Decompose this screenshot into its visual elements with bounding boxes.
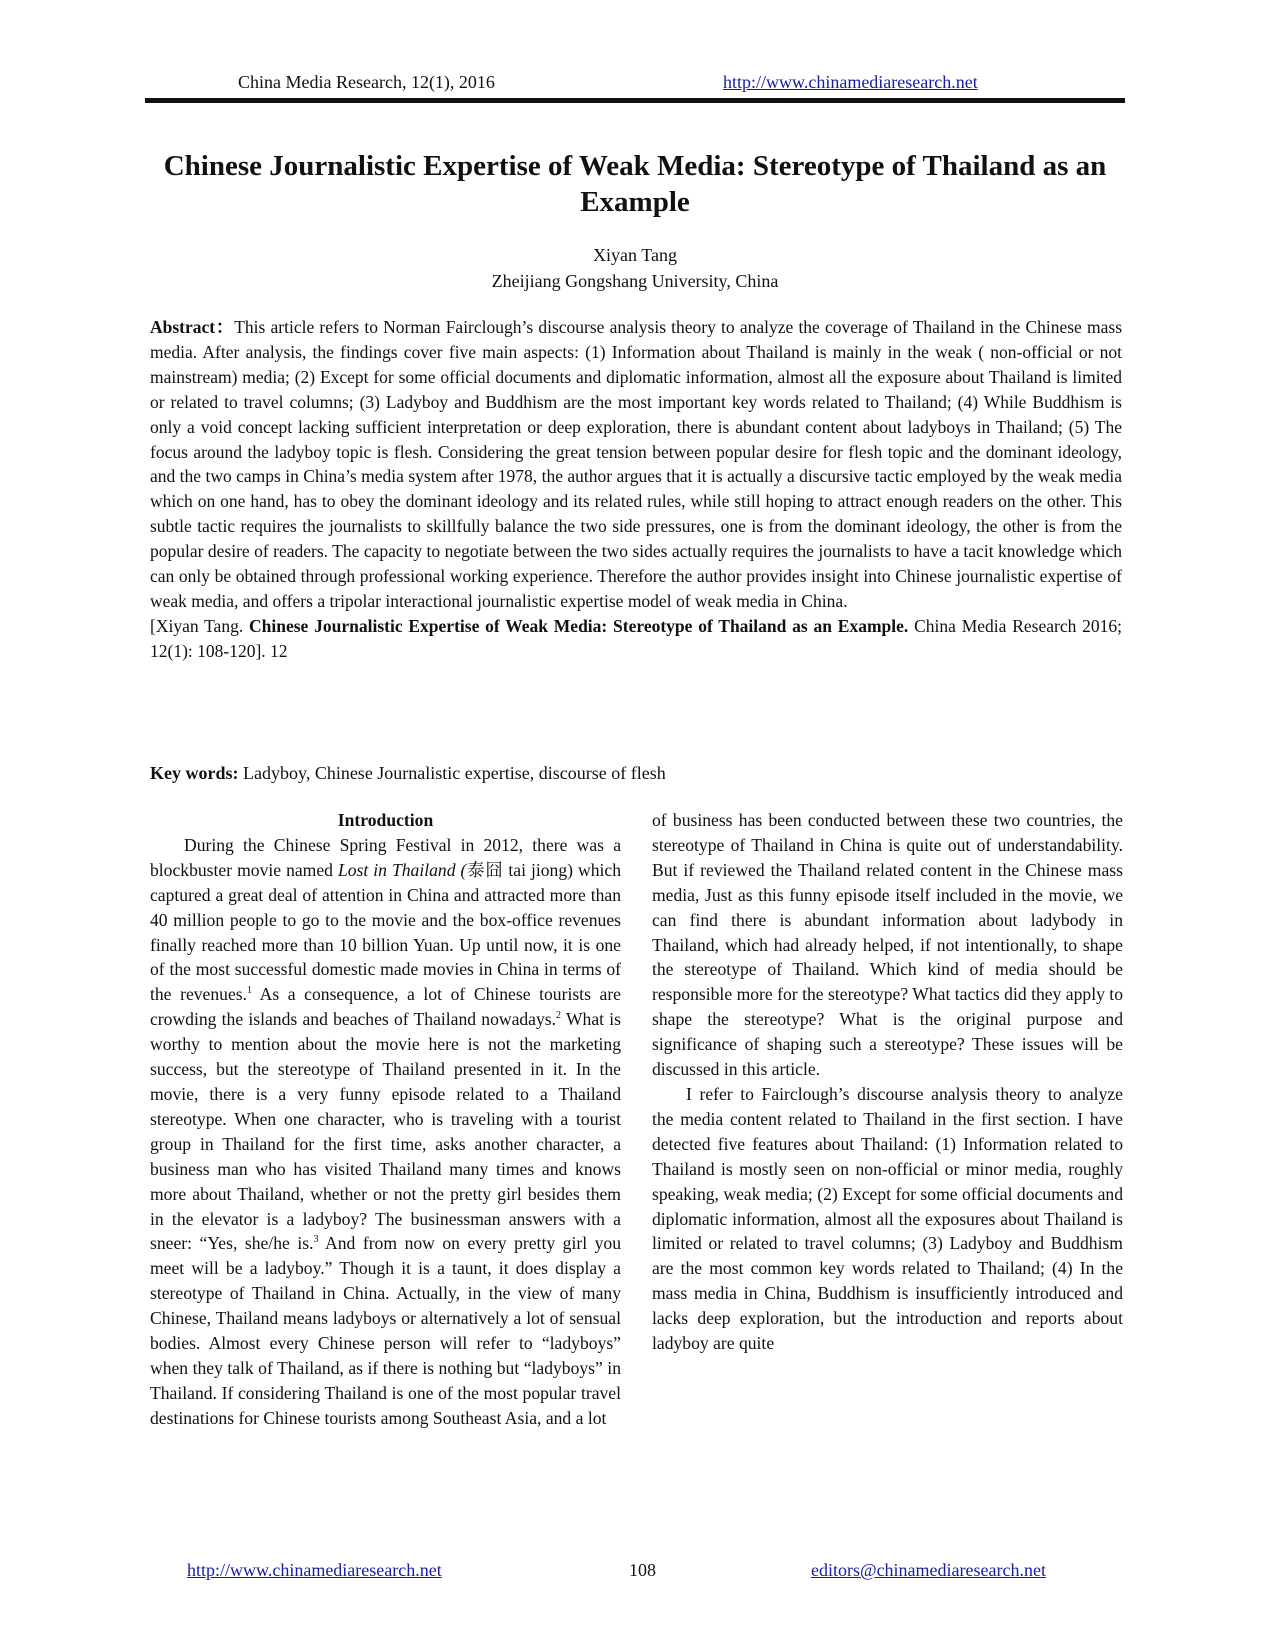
abstract: [150, 315, 1122, 664]
footnote-ref-3[interactable]: 3: [313, 1234, 319, 1246]
footnote-ref-2[interactable]: 2: [556, 1010, 562, 1022]
footer-url-link[interactable]: http://www.chinamediaresearch.net: [187, 1560, 442, 1580]
p1-c: As a consequence, a lot of Chinese tourists are crowding the islands and beaches of Thailand nowadays.: [150, 984, 621, 1030]
movie-title: Lost in Thailand (: [337, 859, 467, 880]
body-paragraph-1: [150, 833, 621, 1431]
section-heading-introduction: Introduction: [337, 810, 434, 830]
citation-rest: China Media Research 2016; 12(1): 108-120]. 12: [150, 615, 1122, 661]
keywords: [150, 761, 1122, 785]
citation-open: [Xiyan Tang.: [150, 615, 249, 636]
citation-title: Chinese Journalistic Expertise of Weak Media: Stereotype of Thailand as an Example.: [249, 615, 909, 636]
author-name: Xiyan Tang: [593, 245, 677, 265]
p1-a: During the Chinese Spring Festival in 2012, there was a blockbuster movie named: [150, 834, 621, 880]
p1-b: 泰囧 tai jiong) which captured a great deal of attention in China and attracted more than 40 million people to go to the movie and the box-office revenues finally reached more than 10 billion Yuan. Up until now, it is one of the most successful domestic made movies in China in terms of the revenues.: [150, 859, 621, 1005]
page-number: 108: [629, 1560, 656, 1580]
footnote-ref-1[interactable]: 1: [247, 985, 253, 997]
abstract-label: Abstract：: [150, 317, 235, 337]
body-paragraph-1-continued: of business has been conducted between these two countries, the stereotype of Thailand in China is quite out of understandability. But if reviewed the Thailand related content in the Chinese mass media, Just as this funny episode itself included in the movie, we can find there is abundant information about ladybody in Thailand, which had already helped, if not intentionally, to shape the stereotype of Thailand. Which kind of media should be responsible more for the stereotype? What tactics did they apply to shape the stereotype? What is the original purpose and significance of shaping such a stereotype? These issues will be discussed in this article.: [652, 810, 1123, 1080]
body-column-left: [150, 808, 621, 1431]
p1-d: What is worthy to mention about the movie here is not the marketing success, but the stereotype of Thailand presented in it. In the movie, there is a very funny episode related to a Thailand stereotype. When one character, who is traveling with a tourist group in Thailand for the first time, asks another character, a business man who has visited Thailand many times and knows more about Thailand, whether or not the pretty girl besides them in the elevator is a ladyboy? The businessman answers with a sneer: “Yes, she/he is.: [150, 1009, 621, 1254]
header-rule: [145, 98, 1125, 103]
body-paragraph-2: I refer to Fairclough’s discourse analysis theory to analyze the media content related to Thailand in the first section. I have detected five features about Thailand: (1) Information related to Thailand is mostly seen on non-official or minor media, roughly speaking, weak media; (2) Except for some official documents and diplomatic information, almost all the exposures about Thailand is limited or related to travel columns; (3) Ladyboy and Buddhism are the most common key words related to Thailand; (4) In the mass media in China, Buddhism is insufficiently introduced and lacks deep exploration, but the introduction and reports about ladyboy are quite: [652, 1083, 1123, 1354]
keywords-label: Key words:: [150, 763, 239, 783]
body-column-right: [652, 808, 1123, 1356]
page-footer: [145, 1560, 1125, 1586]
author-block: [145, 242, 1125, 294]
keywords-text: Ladyboy, Chinese Journalistic expertise, discourse of flesh: [238, 763, 666, 783]
header-url-link[interactable]: http://www.chinamediaresearch.net: [723, 72, 978, 92]
footer-email-link[interactable]: editors@chinamediaresearch.net: [811, 1560, 1046, 1580]
p1-e: And from now on every pretty girl you meet will be a ladyboy.” Though it is a taunt, it does display a stereotype of Thailand in China. Actually, in the view of many Chinese, Thailand means ladyboys or alternatively a lot of sensual bodies. Almost every Chinese person will refer to “ladyboys” when they talk of Thailand, as if there is nothing but “ladyboys” in Thailand. If considering Thailand is one of the most popular travel destinations for Chinese tourists among Southeast Asia, and a lot: [150, 1233, 621, 1428]
abstract-text: This article refers to Norman Fairclough’s discourse analysis theory to analyze the coverage of Thailand in the Chinese mass media. After analysis, the findings cover five main aspects: (1) Information about Thailand is mainly in the weak ( non-official or not mainstream) media; (2) Except for some official documents and diplomatic information, almost all the exposure about Thailand is limited or related to travel columns; (3) Ladyboy and Buddhism are the most important key words related to Thailand; (4) While Buddhism is only a void concept lacking sufficient interpretation or deep exploration, there is abundant content about ladyboys in Thailand; (5) The focus around the ladyboy topic is flesh. Considering the great tension between popular desire for flesh topic and the dominant ideology, and the two camps in China’s media system after 1978, the author argues that it is actually a discursive tactic employed by the weak media which on one hand, has to obey the dominant ideology and its related rules, while still hoping to attract enough readers on the other. This subtle tactic requires the journalists to skillfully balance the two side pressures, one is from the dominant ideology, the other is from the popular desire of readers. The capacity to negotiate between the two sides actually requires the journalists to have a tacit knowledge which can only be obtained through professional working experience. Therefore the author provides insight into Chinese journalistic expertise of weak media, and offers a tripolar interactional journalistic expertise model of weak media in China.: [150, 317, 1122, 611]
author-affiliation: Zheijiang Gongshang University, China: [491, 271, 779, 291]
journal-citation: China Media Research, 12(1), 2016: [238, 72, 495, 92]
paper-title: Chinese Journalistic Expertise of Weak Media: Stereotype of Thailand as an Example: [163, 150, 1107, 218]
